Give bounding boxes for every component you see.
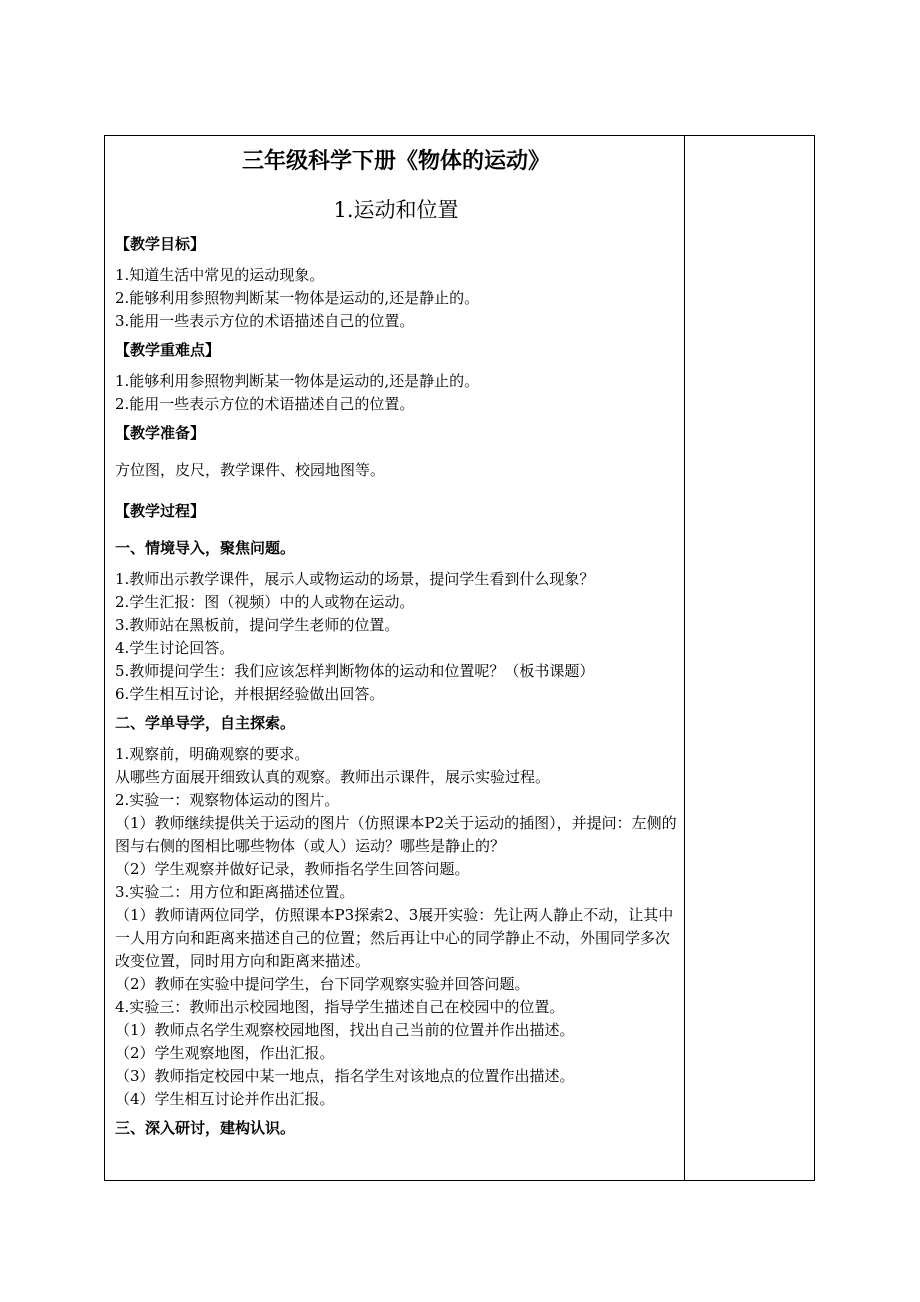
list-item: （2）学生观察并做好记录，教师指名学生回答问题。 [115,860,470,878]
list-item: （1）教师继续提供关于运动的图片（仿照课本P2关于运动的插图），并提问：左侧的图与右侧的图相比哪些物体（或人）运动？哪些是静止的？ [115,814,677,855]
section-heading-process: 【教学过程】 [115,502,206,520]
list-item: 4.实验三：教师出示校园地图，指导学生描述自己在校园中的位置。 [115,998,565,1016]
list-item: 1.知道生活中常见的运动现象。 [115,266,325,284]
list-item: 2.能用一些表示方位的术语描述自己的位置。 [115,395,415,413]
lesson-subtitle: 1.运动和位置 [333,198,459,222]
list-item: 3.能用一些表示方位的术语描述自己的位置。 [115,312,415,330]
list-item: 2.实验一：观察物体运动的图片。 [115,791,340,809]
list-item: 1.能够利用参照物判断某一物体是运动的,还是静止的。 [115,372,480,390]
section-heading-key-points: 【教学重难点】 [115,341,221,359]
list-item: 1.观察前，明确观察的要求。 [115,745,310,763]
list-item: 2.学生汇报：图（视频）中的人或物在运动。 [115,593,415,611]
section-heading-preparation: 【教学准备】 [115,424,206,442]
list-item: 从哪些方面展开细致认真的观察。教师出示课件，展示实验过程。 [115,768,551,786]
table-column-divider [684,135,685,1181]
list-item: 4.学生讨论回答。 [115,639,235,657]
list-item: （1）教师点名学生观察校园地图，找出自己当前的位置并作出描述。 [115,1021,575,1039]
list-item: 1.教师出示教学课件，展示人或物运动的场景，提问学生看到什么现象？ [115,570,595,588]
list-item: 方位图，皮尺，教学课件、校园地图等。 [115,461,386,479]
list-item: （4）学生相互讨论并作出汇报。 [115,1090,335,1108]
process-part-heading: 二、学单导学，自主探索。 [115,714,296,732]
document-title: 三年级科学下册《物体的运动》 [241,148,550,174]
list-item: 6.学生相互讨论，并根据经验做出回答。 [115,685,385,703]
list-item: 3.实验二：用方位和距离描述位置。 [115,883,355,901]
lesson-plan-content [115,145,677,1148]
section-heading-objectives: 【教学目标】 [115,235,206,253]
list-item: （2）学生观察地图，作出汇报。 [115,1044,335,1062]
list-item: （2）教师在实验中提问学生，台下同学观察实验并回答问题。 [115,975,530,993]
list-item: （3）教师指定校园中某一地点，指名学生对该地点的位置作出描述。 [115,1067,575,1085]
process-part-heading: 一、情境导入，聚焦问题。 [115,539,296,557]
list-item: （1）教师请两位同学，仿照课本P3探索2、3展开实验：先让两人静止不动，让其中一人用方向和距离来描述自己的位置；然后再让中心的同学静止不动，外围同学多次改变位置，同时用方向和距离来描述。 [115,906,674,970]
list-item: 2.能够利用参照物判断某一物体是运动的,还是静止的。 [115,289,480,307]
process-part-heading: 三、深入研讨，建构认识。 [115,1119,296,1137]
list-item: 3.教师站在黑板前，提问学生老师的位置。 [115,616,400,634]
list-item: 5.教师提问学生：我们应该怎样判断物体的运动和位置呢？（板书课题） [115,662,595,680]
